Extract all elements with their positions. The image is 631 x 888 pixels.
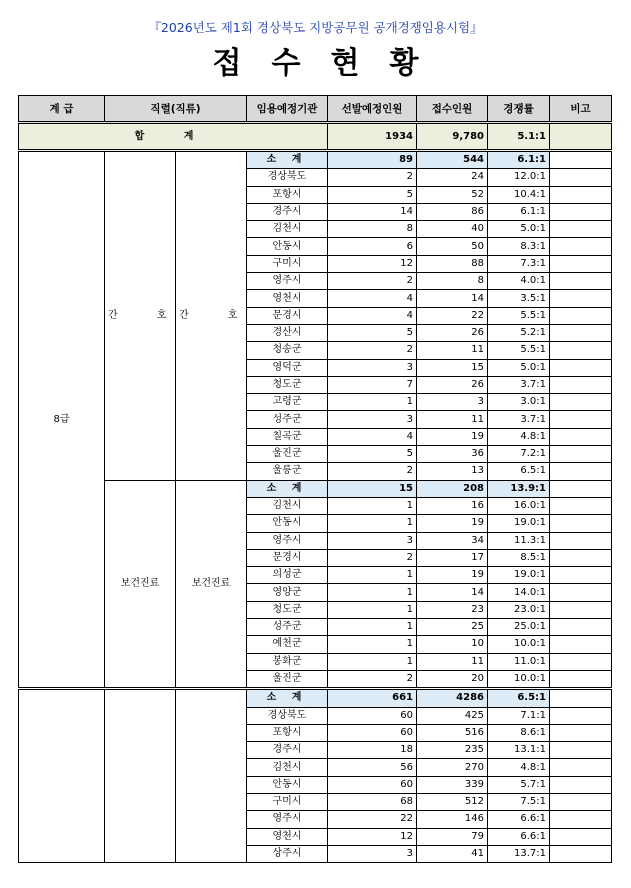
col-note: 비고 — [550, 96, 612, 123]
note-cell — [550, 238, 612, 255]
planned-cell: 56 — [328, 759, 417, 776]
ratio-cell: 7.5:1 — [488, 793, 550, 810]
total-row — [19, 123, 612, 151]
subtotal-note — [550, 689, 612, 707]
org-cell: 청송군 — [247, 342, 328, 359]
note-cell — [550, 376, 612, 393]
ratio-cell: 5.7:1 — [488, 776, 550, 793]
note-cell — [550, 670, 612, 688]
note-cell — [550, 428, 612, 445]
note-cell — [550, 601, 612, 618]
planned-cell: 3 — [328, 359, 417, 376]
planned-cell: 2 — [328, 169, 417, 186]
org-cell: 고령군 — [247, 394, 328, 411]
ratio-cell: 5.5:1 — [488, 307, 550, 324]
total-label: 합 계 — [19, 123, 328, 151]
subtotal-row — [19, 689, 612, 707]
planned-cell: 1 — [328, 394, 417, 411]
note-cell — [550, 203, 612, 220]
grade-cell — [19, 689, 105, 863]
planned-cell: 60 — [328, 776, 417, 793]
planned-cell: 5 — [328, 446, 417, 463]
planned-cell: 1 — [328, 601, 417, 618]
org-cell: 영천시 — [247, 290, 328, 307]
kind-cell — [176, 689, 247, 863]
org-cell: 영주시 — [247, 532, 328, 549]
planned-cell: 12 — [328, 255, 417, 272]
applied-cell: 10 — [417, 636, 488, 653]
applied-cell: 13 — [417, 463, 488, 480]
applied-cell: 14 — [417, 290, 488, 307]
org-cell: 울진군 — [247, 446, 328, 463]
note-cell — [550, 497, 612, 514]
note-cell — [550, 463, 612, 480]
applied-cell: 270 — [417, 759, 488, 776]
applied-cell: 3 — [417, 394, 488, 411]
note-cell — [550, 845, 612, 862]
subtotal-applied: 544 — [417, 151, 488, 169]
applied-cell: 19 — [417, 428, 488, 445]
org-cell: 김천시 — [247, 759, 328, 776]
ratio-cell: 10.0:1 — [488, 636, 550, 653]
applied-cell: 11 — [417, 411, 488, 428]
planned-cell: 14 — [328, 203, 417, 220]
org-cell: 영양군 — [247, 584, 328, 601]
ratio-cell: 16.0:1 — [488, 497, 550, 514]
subtotal-row — [19, 151, 612, 169]
subtotal-ratio: 6.5:1 — [488, 689, 550, 707]
ratio-cell: 4.8:1 — [488, 759, 550, 776]
applied-cell: 79 — [417, 828, 488, 845]
planned-cell: 60 — [328, 724, 417, 741]
org-cell: 포항시 — [247, 724, 328, 741]
org-cell: 성주군 — [247, 411, 328, 428]
ratio-cell: 13.1:1 — [488, 742, 550, 759]
planned-cell: 1 — [328, 515, 417, 532]
kind-cell: 보건진료 — [176, 480, 247, 689]
applied-cell: 34 — [417, 532, 488, 549]
planned-cell: 22 — [328, 811, 417, 828]
col-org: 임용예정기관 — [247, 96, 328, 123]
planned-cell: 3 — [328, 532, 417, 549]
ratio-cell: 23.0:1 — [488, 601, 550, 618]
planned-cell: 1 — [328, 636, 417, 653]
ratio-cell: 7.3:1 — [488, 255, 550, 272]
total-planned: 1934 — [328, 123, 417, 151]
total-ratio: 5.1:1 — [488, 123, 550, 151]
subtotal-label: 소 계 — [247, 151, 328, 169]
col-applied: 접수인원 — [417, 96, 488, 123]
org-cell: 경주시 — [247, 203, 328, 220]
subtotal-applied: 4286 — [417, 689, 488, 707]
note-cell — [550, 619, 612, 636]
planned-cell: 1 — [328, 497, 417, 514]
planned-cell: 2 — [328, 549, 417, 566]
col-grade: 계 급 — [19, 96, 105, 123]
planned-cell: 60 — [328, 707, 417, 724]
planned-cell: 1 — [328, 567, 417, 584]
applied-cell: 25 — [417, 619, 488, 636]
subtotal-label: 소 계 — [247, 689, 328, 707]
col-series: 직렬(직류) — [105, 96, 247, 123]
applied-cell: 17 — [417, 549, 488, 566]
note-cell — [550, 169, 612, 186]
note-cell — [550, 273, 612, 290]
ratio-cell: 13.7:1 — [488, 845, 550, 862]
col-ratio: 경쟁률 — [488, 96, 550, 123]
applied-cell: 23 — [417, 601, 488, 618]
note-cell — [550, 221, 612, 238]
org-cell: 영주시 — [247, 811, 328, 828]
planned-cell: 4 — [328, 307, 417, 324]
applied-cell: 235 — [417, 742, 488, 759]
ratio-cell: 10.0:1 — [488, 670, 550, 688]
planned-cell: 4 — [328, 290, 417, 307]
note-cell — [550, 811, 612, 828]
applied-cell: 86 — [417, 203, 488, 220]
applied-cell: 26 — [417, 324, 488, 341]
applied-cell: 41 — [417, 845, 488, 862]
applied-cell: 26 — [417, 376, 488, 393]
ratio-cell: 11.3:1 — [488, 532, 550, 549]
note-cell — [550, 186, 612, 203]
planned-cell: 7 — [328, 376, 417, 393]
org-cell: 경상북도 — [247, 707, 328, 724]
org-cell: 상주시 — [247, 845, 328, 862]
ratio-cell: 14.0:1 — [488, 584, 550, 601]
ratio-cell: 3.7:1 — [488, 411, 550, 428]
ratio-cell: 25.0:1 — [488, 619, 550, 636]
note-cell — [550, 724, 612, 741]
series-cell: 간 호 — [105, 151, 176, 481]
page-title: 접수현황 — [212, 46, 449, 81]
ratio-cell: 19.0:1 — [488, 515, 550, 532]
note-cell — [550, 828, 612, 845]
note-cell — [550, 584, 612, 601]
ratio-cell: 10.4:1 — [488, 186, 550, 203]
note-cell — [550, 411, 612, 428]
ratio-cell: 8.6:1 — [488, 724, 550, 741]
note-cell — [550, 532, 612, 549]
series-cell: 보건진료 — [105, 480, 176, 689]
planned-cell: 2 — [328, 342, 417, 359]
org-cell: 칠곡군 — [247, 428, 328, 445]
note-cell — [550, 342, 612, 359]
table-header-row — [19, 96, 612, 123]
planned-cell: 3 — [328, 411, 417, 428]
ratio-cell: 12.0:1 — [488, 169, 550, 186]
ratio-cell: 19.0:1 — [488, 567, 550, 584]
planned-cell: 2 — [328, 273, 417, 290]
applied-cell: 22 — [417, 307, 488, 324]
org-cell: 의성군 — [247, 567, 328, 584]
note-cell — [550, 742, 612, 759]
org-cell: 울진군 — [247, 670, 328, 688]
note-cell — [550, 549, 612, 566]
note-cell — [550, 776, 612, 793]
applied-cell: 40 — [417, 221, 488, 238]
planned-cell: 4 — [328, 428, 417, 445]
subtotal-planned: 89 — [328, 151, 417, 169]
note-cell — [550, 307, 612, 324]
note-cell — [550, 653, 612, 670]
ratio-cell: 6.1:1 — [488, 203, 550, 220]
ratio-cell: 4.0:1 — [488, 273, 550, 290]
applied-cell: 15 — [417, 359, 488, 376]
ratio-cell: 6.6:1 — [488, 828, 550, 845]
planned-cell: 12 — [328, 828, 417, 845]
subtotal-note — [550, 480, 612, 497]
org-cell: 봉화군 — [247, 653, 328, 670]
planned-cell: 5 — [328, 324, 417, 341]
grade-cell: 8급 — [19, 151, 105, 689]
ratio-cell: 5.0:1 — [488, 359, 550, 376]
note-cell — [550, 636, 612, 653]
total-applied: 9,780 — [417, 123, 488, 151]
note-cell — [550, 359, 612, 376]
total-note — [550, 123, 612, 151]
planned-cell: 1 — [328, 653, 417, 670]
applied-cell: 16 — [417, 497, 488, 514]
applied-cell: 8 — [417, 273, 488, 290]
note-cell — [550, 394, 612, 411]
applied-cell: 516 — [417, 724, 488, 741]
applied-cell: 24 — [417, 169, 488, 186]
org-cell: 경주시 — [247, 742, 328, 759]
org-cell: 영천시 — [247, 828, 328, 845]
series-cell — [105, 689, 176, 863]
note-cell — [550, 707, 612, 724]
applied-cell: 50 — [417, 238, 488, 255]
note-cell — [550, 446, 612, 463]
note-cell — [550, 793, 612, 810]
subtotal-note — [550, 151, 612, 169]
applied-cell: 36 — [417, 446, 488, 463]
applied-cell: 11 — [417, 653, 488, 670]
planned-cell: 2 — [328, 670, 417, 688]
note-cell — [550, 290, 612, 307]
planned-cell: 68 — [328, 793, 417, 810]
planned-cell: 2 — [328, 463, 417, 480]
org-cell: 문경시 — [247, 549, 328, 566]
org-cell: 안동시 — [247, 776, 328, 793]
note-cell — [550, 324, 612, 341]
kind-cell: 간 호 — [176, 151, 247, 481]
col-planned: 선발예정인원 — [328, 96, 417, 123]
ratio-cell: 3.0:1 — [488, 394, 550, 411]
org-cell: 영덕군 — [247, 359, 328, 376]
org-cell: 예천군 — [247, 636, 328, 653]
org-cell: 안동시 — [247, 238, 328, 255]
planned-cell: 18 — [328, 742, 417, 759]
ratio-cell: 5.2:1 — [488, 324, 550, 341]
note-cell — [550, 515, 612, 532]
subtotal-planned: 15 — [328, 480, 417, 497]
org-cell: 울릉군 — [247, 463, 328, 480]
subtotal-ratio: 6.1:1 — [488, 151, 550, 169]
planned-cell: 8 — [328, 221, 417, 238]
planned-cell: 5 — [328, 186, 417, 203]
note-cell — [550, 759, 612, 776]
application-status-table — [18, 95, 612, 863]
subtotal-ratio: 13.9:1 — [488, 480, 550, 497]
planned-cell: 6 — [328, 238, 417, 255]
ratio-cell: 7.2:1 — [488, 446, 550, 463]
applied-cell: 20 — [417, 670, 488, 688]
org-cell: 김천시 — [247, 221, 328, 238]
org-cell: 안동시 — [247, 515, 328, 532]
applied-cell: 19 — [417, 567, 488, 584]
ratio-cell: 5.5:1 — [488, 342, 550, 359]
applied-cell: 11 — [417, 342, 488, 359]
applied-cell: 88 — [417, 255, 488, 272]
applied-cell: 14 — [417, 584, 488, 601]
org-cell: 김천시 — [247, 497, 328, 514]
org-cell: 경상북도 — [247, 169, 328, 186]
subtotal-label: 소 계 — [247, 480, 328, 497]
org-cell: 청도군 — [247, 376, 328, 393]
planned-cell: 1 — [328, 619, 417, 636]
ratio-cell: 3.7:1 — [488, 376, 550, 393]
planned-cell: 1 — [328, 584, 417, 601]
org-cell: 포항시 — [247, 186, 328, 203]
org-cell: 구미시 — [247, 255, 328, 272]
ratio-cell: 8.5:1 — [488, 549, 550, 566]
subtotal-planned: 661 — [328, 689, 417, 707]
applied-cell: 512 — [417, 793, 488, 810]
ratio-cell: 4.8:1 — [488, 428, 550, 445]
ratio-cell: 11.0:1 — [488, 653, 550, 670]
applied-cell: 339 — [417, 776, 488, 793]
note-cell — [550, 255, 612, 272]
ratio-cell: 8.3:1 — [488, 238, 550, 255]
ratio-cell: 6.5:1 — [488, 463, 550, 480]
ratio-cell: 7.1:1 — [488, 707, 550, 724]
applied-cell: 146 — [417, 811, 488, 828]
org-cell: 청도군 — [247, 601, 328, 618]
org-cell: 영주시 — [247, 273, 328, 290]
applied-cell: 19 — [417, 515, 488, 532]
ratio-cell: 6.6:1 — [488, 811, 550, 828]
ratio-cell: 5.0:1 — [488, 221, 550, 238]
ratio-cell: 3.5:1 — [488, 290, 550, 307]
org-cell: 구미시 — [247, 793, 328, 810]
org-cell: 문경시 — [247, 307, 328, 324]
applied-cell: 425 — [417, 707, 488, 724]
subtotal-row — [19, 480, 612, 497]
note-cell — [550, 567, 612, 584]
org-cell: 성주군 — [247, 619, 328, 636]
org-cell: 경산시 — [247, 324, 328, 341]
subtotal-applied: 208 — [417, 480, 488, 497]
planned-cell: 3 — [328, 845, 417, 862]
applied-cell: 52 — [417, 186, 488, 203]
document-subtitle: 『2026년도 제1회 경상북도 지방공무원 공개경쟁임용시험』 — [148, 20, 483, 35]
